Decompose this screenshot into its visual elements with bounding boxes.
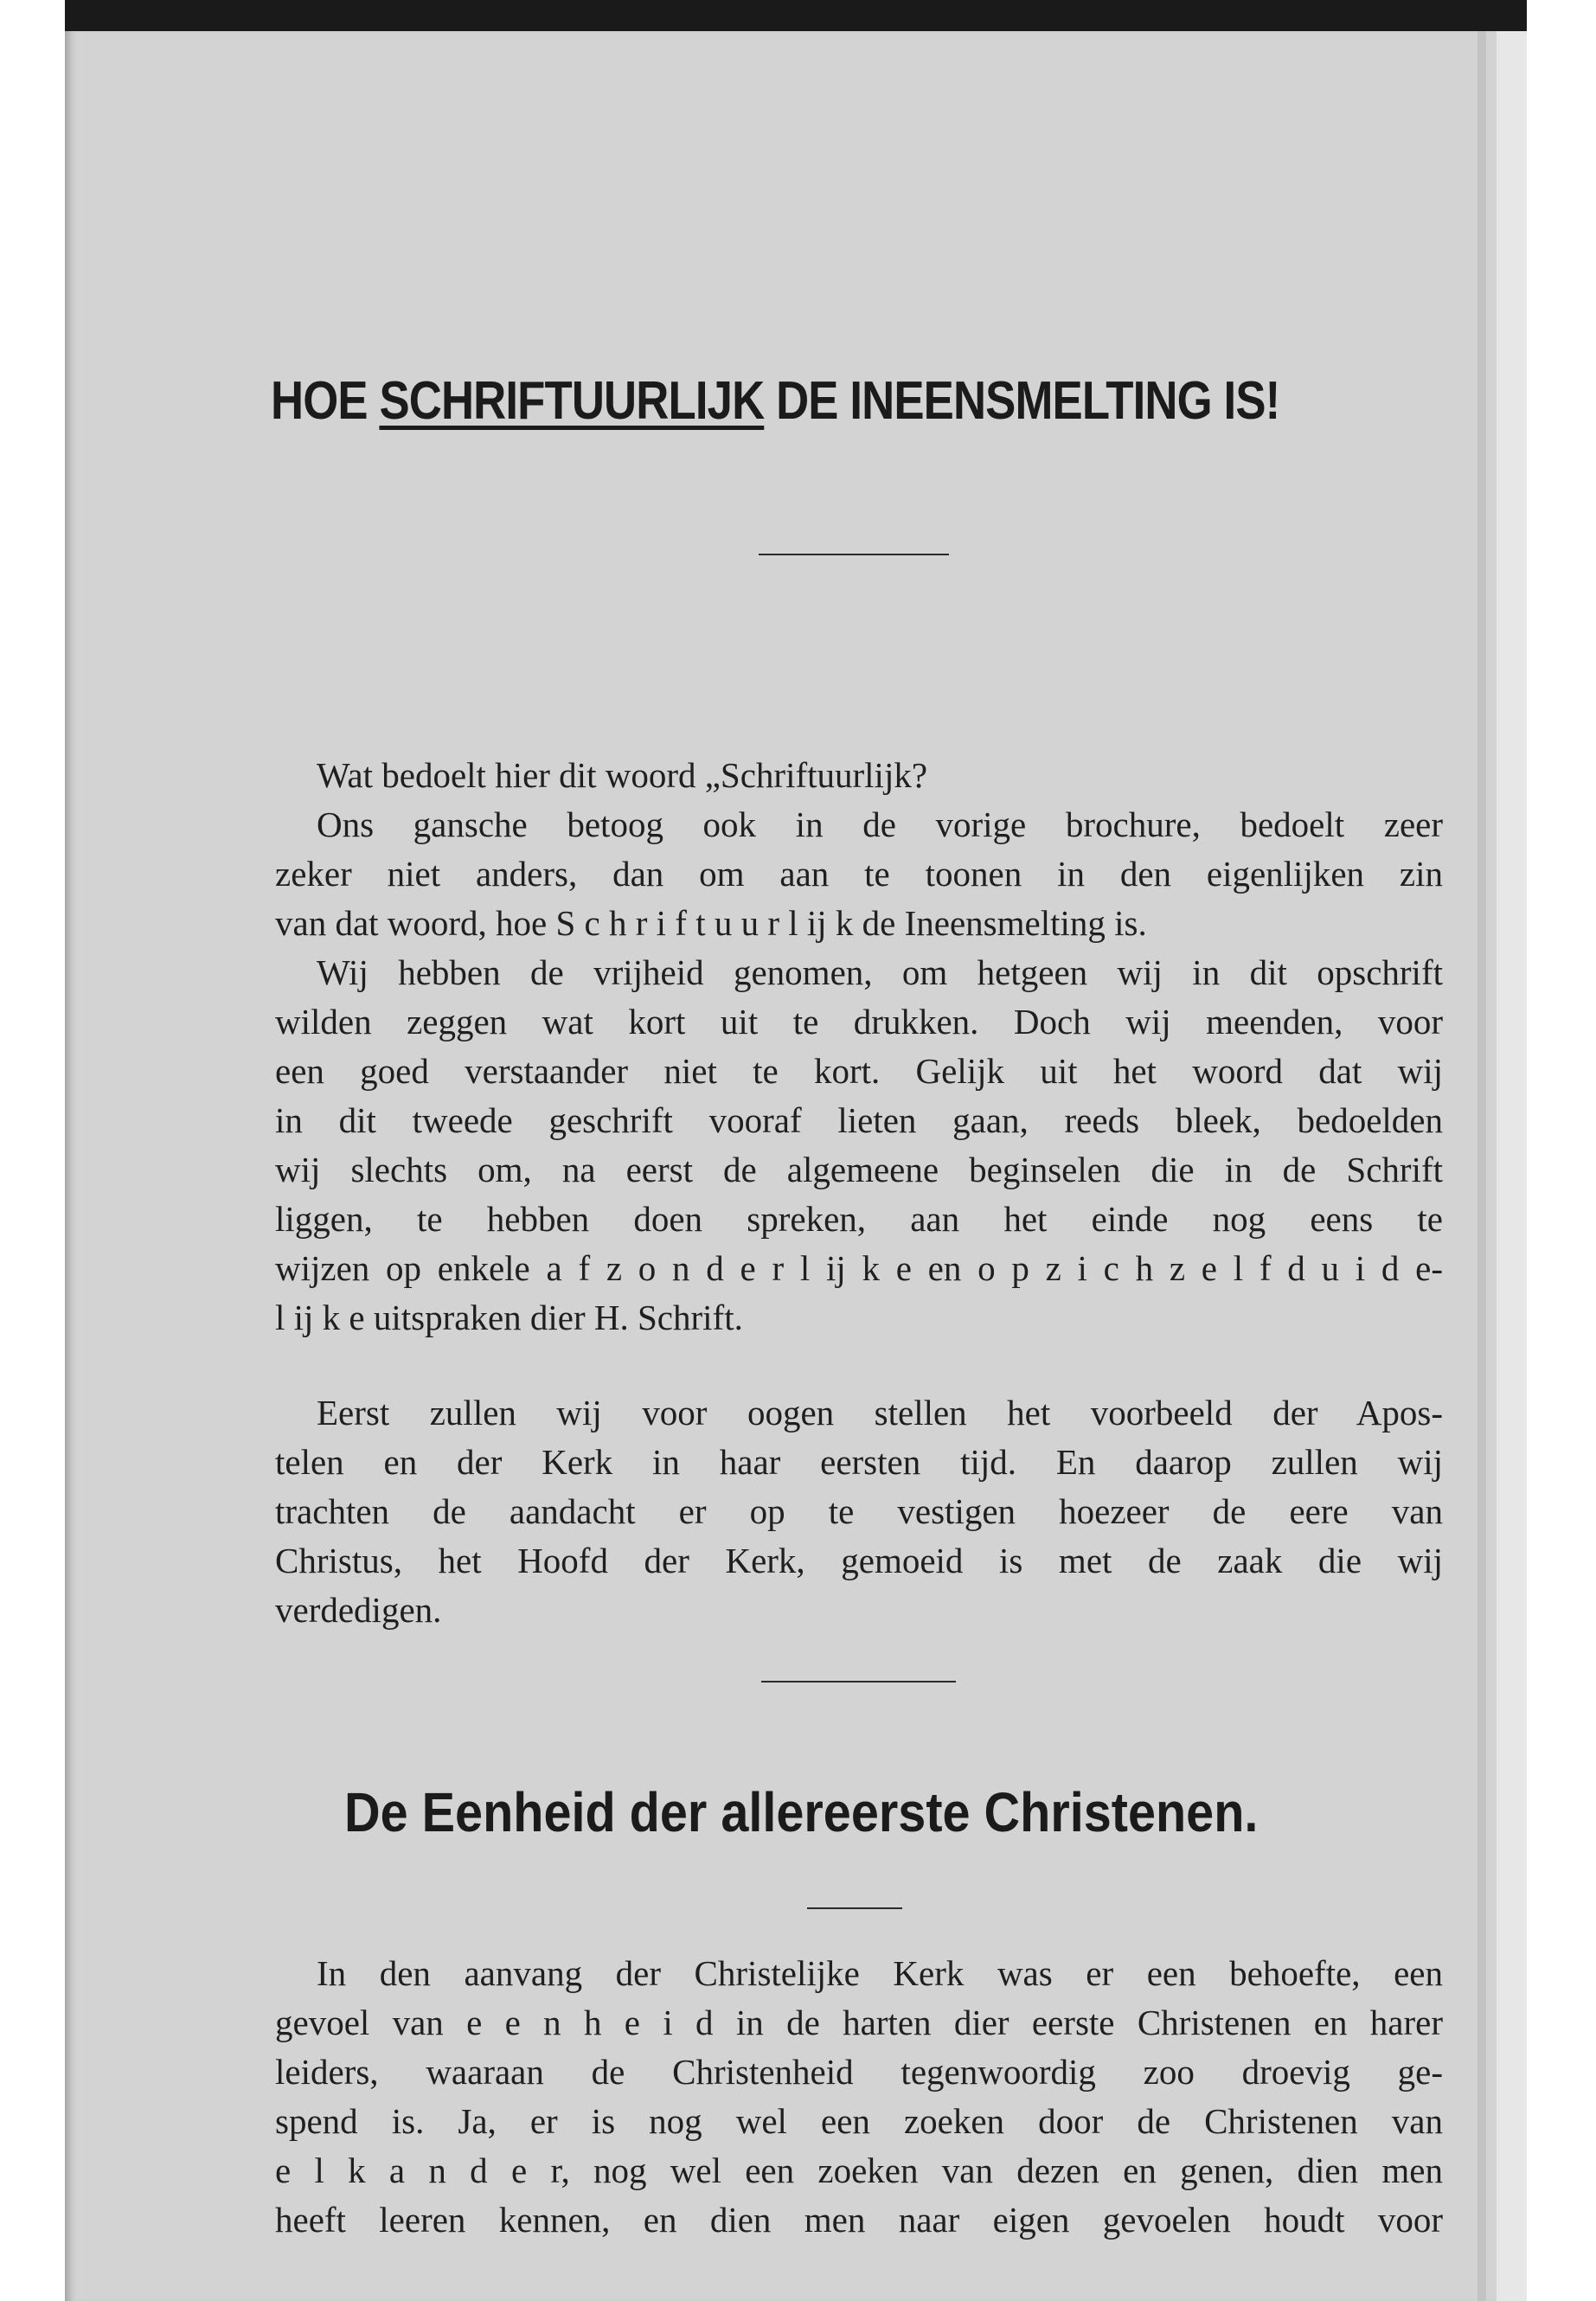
text-line: wilden zeggen wat kort uit te drukken. Doch wij meenden, voor <box>275 1002 1443 1042</box>
text-line: spend is. Ja, er is nog wel een zoeken door de Christenen van <box>275 2101 1443 2141</box>
scan-left-margin <box>0 0 65 2301</box>
text-line: een goed verstaander niet te kort. Gelijk uit het woord dat wij <box>275 1051 1443 1091</box>
text-line: Ons gansche betoog ook in de vorige brochure, bedoelt zeer <box>317 804 1443 844</box>
text-line: telen en der Kerk in haar eersten tijd. En daarop zullen wij <box>275 1442 1443 1482</box>
divider-rule-1 <box>759 554 949 555</box>
second-paragraph <box>275 1388 1443 1635</box>
divider-rule-3 <box>807 1907 902 1909</box>
third-paragraph <box>275 1949 1443 2245</box>
page-edge <box>1497 31 1527 2301</box>
scan-top-border <box>0 0 1596 31</box>
text-line: e l k a n d e r, nog wel een zoeken van dezen en genen, dien men <box>275 2150 1443 2190</box>
page-title <box>271 370 1280 432</box>
text-line: Wij hebben de vrijheid genomen, om hetgeen wij in dit opschrift <box>317 952 1443 992</box>
text-line: van dat woord, hoe S c h r i f t u u r l ij k de Ineensmelting is. <box>275 903 1147 943</box>
text-line: heeft leeren kennen, en dien men naar eigen gevoelen houdt voor <box>275 2200 1443 2240</box>
text-line: zeker niet anders, dan om aan te toonen in den eigenlijken zin <box>275 854 1443 894</box>
text-line: wijzen op enkele a f z o n d e r l ij k e en o p z i c h z e l f d u i d e- <box>275 1248 1443 1288</box>
text-line: Wat bedoelt hier dit woord „Schriftuurlijk? <box>317 755 928 795</box>
title-part-3: DE INEENSMELTING IS! <box>764 371 1280 431</box>
text-line: l ij k e uitspraken dier H. Schrift. <box>275 1298 743 1337</box>
text-line: wij slechts om, na eerst de algemeene beginselen die in de Schrift <box>275 1150 1443 1189</box>
title-part-1: HOE <box>271 371 380 431</box>
text-line: leiders, waaraan de Christenheid tegenwoordig zoo droevig ge- <box>275 2052 1443 2092</box>
text-line: Eerst zullen wij voor oogen stellen het voorbeeld der Apos- <box>317 1393 1443 1433</box>
page-fold-shadow <box>1477 31 1486 2301</box>
title-underlined-word: SCHRIFTUURLIJK <box>379 371 765 431</box>
text-line: trachten de aandacht er op te vestigen hoezeer de eere van <box>275 1491 1443 1531</box>
text-line: liggen, te hebben doen spreken, aan het einde nog eens te <box>275 1199 1443 1239</box>
text-line: Christus, het Hoofd der Kerk, gemoeid is met de zaak die wij <box>275 1541 1443 1580</box>
divider-rule-2 <box>761 1681 956 1682</box>
intro-paragraph <box>275 751 1443 1343</box>
section-heading: De Eenheid der allereerste Christenen. <box>344 1781 1259 1843</box>
text-line: gevoel van e e n h e i d in de harten dier eerste Christenen en harer <box>275 2003 1443 2042</box>
text-line: In den aanvang der Christelijke Kerk was er een behoefte, een <box>317 1953 1443 1993</box>
text-line: in dit tweede geschrift vooraf lieten gaan, reeds bleek, bedoelden <box>275 1100 1443 1140</box>
scan-right-margin <box>1527 0 1596 2301</box>
text-line: verdedigen. <box>275 1590 442 1630</box>
